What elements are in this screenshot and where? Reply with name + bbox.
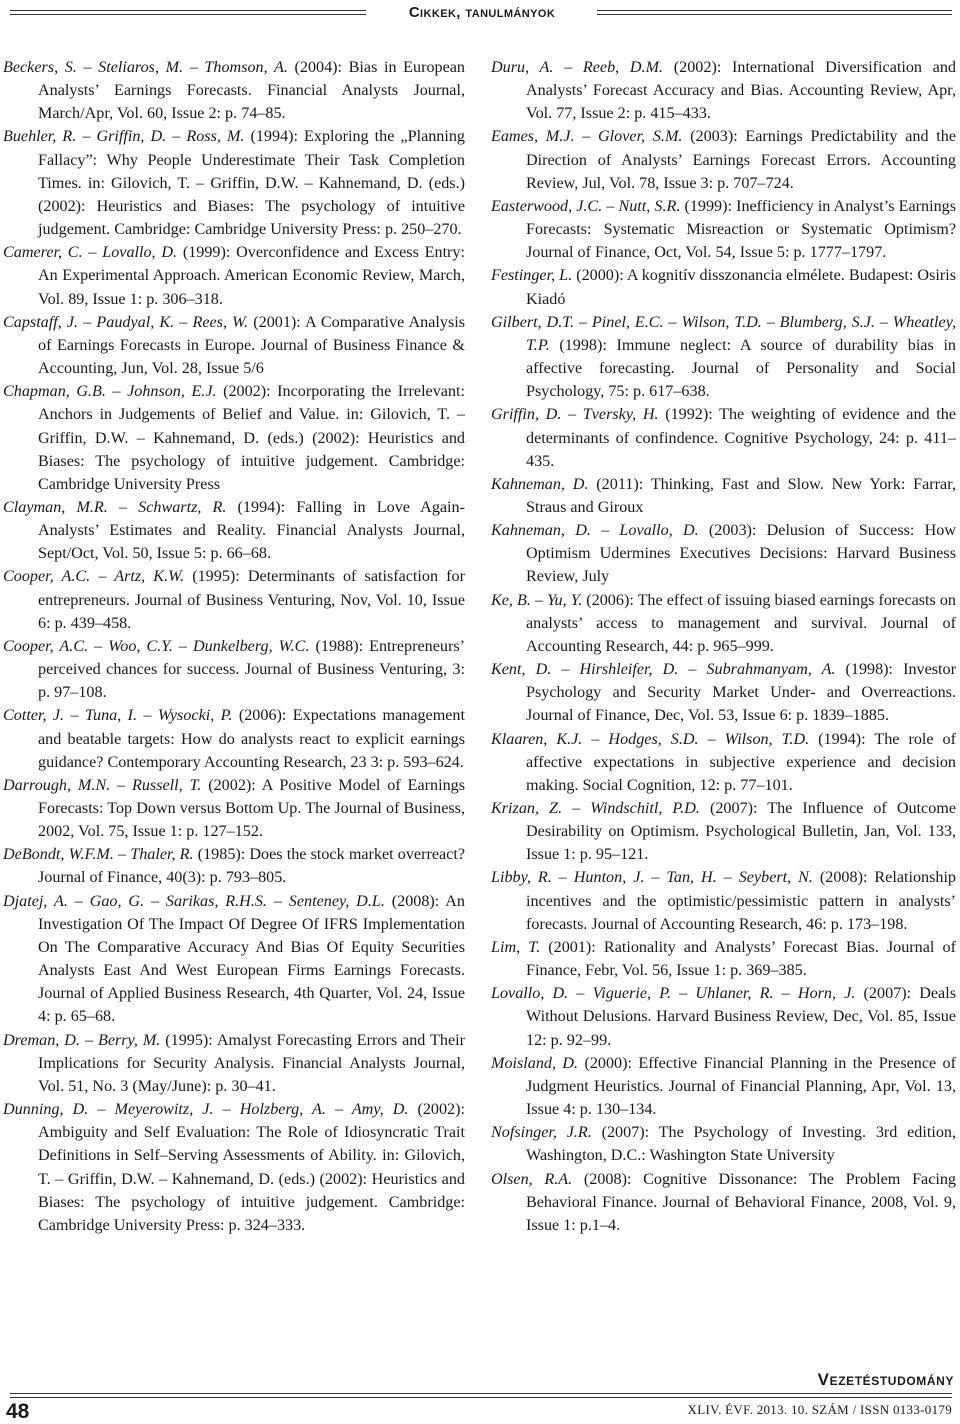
reference-authors: Capstaff, J. – Paudyal, K. – Rees, W.: [3, 313, 249, 331]
reference-details: (2002): International Diversification and Analysts’ Forecast Accuracy and Bias. Accounting Review, Apr, Vol. 77, Issue 2: p. 415–433.: [526, 59, 956, 123]
reference-details: (1985): Does the stock market overreact? Journal of Finance, 40(3): p. 793–805.: [38, 846, 465, 887]
reference-authors: Duru, A. – Reeb, D.M.: [491, 59, 664, 76]
reference-authors: Klaaren, K.J. – Hodges, S.D. – Wilson, T.D.: [491, 730, 810, 748]
reference-details: (1994): The role of affective expectations in subjective experience and decision making. Social Cognition, 12: p. 77–101.: [526, 730, 957, 794]
reference-entry: [491, 403, 956, 472]
reference-details: (2003): Delusion of Success: How Optimism Udermines Executives Decisions: Harvard Business Review, July: [526, 522, 956, 586]
reference-authors: Cooper, A.C. – Woo, C.Y. – Dunkelberg, W.C.: [3, 637, 310, 655]
reference-details: (2008): Relationship incentives and the optimistic/pessimistic pattern in analysts’ forecasts. Journal of Accounting Research, 46: p. 173–198.: [526, 869, 956, 933]
reference-authors: Chapman, G.B. – Johnson, E.J.: [3, 383, 217, 401]
reference-details: (2003): Earnings Predictability and the Direction of Analysts’ Earnings Forecast Errors. Accounting Review, Jul, Vol. 78, Issue 3: p. 707–724.: [526, 128, 956, 192]
reference-details: (2004): Bias in European Analysts’ Earnings Forecasts. Financial Analysts Journal, March/Apr, Vol. 60, Issue 2: p. 74–85.: [38, 59, 466, 123]
reference-authors: Easterwood, J.C. – Nutt, S.R.: [491, 197, 681, 215]
reference-details: (1994): Falling in Love Again- Analysts’ Estimates and Reality. Financial Analysts Journal, Sept/Oct, Vol. 50, Issue 5: p. 66–68.: [38, 498, 465, 563]
reference-details: (2007): The Psychology of Investing. 3rd edition, Washington, D.C.: Washington State University: [526, 1124, 956, 1165]
page-header: [10, 4, 952, 24]
reference-entry: [3, 1098, 465, 1237]
reference-details: (2001): Rationality and Analysts’ Forecast Bias. Journal of Finance, Febr, Vol. 56, Issue 1: p. 369–385.: [526, 938, 956, 980]
reference-authors: Moisland, D.: [491, 1054, 579, 1072]
reference-authors: Festinger, L.: [491, 267, 573, 285]
reference-entry: [3, 635, 465, 704]
reference-entry: [3, 890, 465, 1029]
journal-name: Vezetéstudomány: [817, 1370, 954, 1389]
reference-details: (1995): Determinants of satisfaction for entrepreneurs. Journal of Business Venturing, Nov, Vol. 10, Issue 6: p. 439–458.: [38, 568, 465, 632]
reference-authors: Dreman, D. – Berry, M.: [3, 1031, 161, 1049]
reference-details: (1988): Entrepreneurs’ perceived chances for success. Journal of Business Venturing, 3: p. 97–108.: [38, 637, 466, 702]
reference-details: (2006): The effect of issuing biased earnings forecasts on analysts’ access to management and survival. Journal of Accounting Research, 44: p. 965–999.: [526, 591, 957, 655]
reference-details: (2000): A kognitív disszonancia elmélete. Budapest: Osiris Kiadó: [526, 267, 956, 308]
reference-entry: [3, 1029, 465, 1098]
reference-details: (1999): Overconfidence and Excess Entry: An Experimental Approach. American Economic Review, March, Vol. 89, Issue 1: p. 306–318.: [38, 244, 465, 308]
reference-authors: Camerer, C. – Lovallo, D.: [3, 244, 178, 262]
reference-details: (1999): Inefficiency in Analyst’s Earnings Forecasts: Systematic Misreaction or Systematic Optimism? Journal of Finance, Oct, Vol. 54, Issue 5: p. 1777–1797.: [526, 197, 956, 262]
reference-details: (2011): Thinking, Fast and Slow. New York: Farrar, Straus and Giroux: [526, 475, 956, 516]
reference-entry: [491, 519, 956, 588]
issue-info: XLIV. ÉVF. 2013. 10. SZÁM / ISSN 0133-0179: [687, 1402, 952, 1417]
reference-details: (1992): The weighting of evidence and the determinants of confindence. Cognitive Psychology, 24: p. 411–435.: [526, 406, 956, 470]
reference-authors: Eames, M.J. – Glover, S.M.: [491, 128, 683, 146]
reference-authors: Beckers, S. – Steliaros, M. – Thomson, A.: [3, 59, 288, 76]
reference-entry: [491, 728, 956, 797]
header-rule-right: [597, 10, 952, 15]
reference-authors: Nofsinger, J.R.: [491, 1124, 592, 1142]
reference-details: (2002): Ambiguity and Self Evaluation: The Role of Idiosyncratic Trait Definitions in Self–Serving Assessments of Ability. in: Gilovich, T. – Griffin, D.W. – Kahnemand, D. (eds.) (2002): Heuristics and Biases: The psychology of intuitive judgement. Cambridge: Cambridge University Press: p. 324–333.: [38, 1101, 465, 1234]
reference-entry: [491, 195, 956, 264]
reference-entry: [3, 380, 465, 496]
reference-entry: [491, 982, 956, 1051]
reference-entry: [3, 565, 465, 634]
reference-authors: Cotter, J. – Tuna, I. – Wysocki, P.: [3, 707, 233, 725]
reference-entry: [491, 589, 956, 658]
reference-entry: [491, 311, 956, 404]
reference-authors: Djatej, A. – Gao, G. – Sarikas, R.H.S. – Senteney, D.L.: [3, 892, 385, 910]
reference-details: (1998): Immune neglect: A source of durability bias in affective forecasting. Journal of Personality and Social Psychology, 75: p. 617–638.: [526, 336, 956, 401]
reference-details: (1995): Amalyst Forecasting Errors and Their Implications for Security Analysis. Financial Analysts Journal, Vol. 51, No. 3 (May/June): p. 30–41.: [38, 1031, 465, 1095]
reference-entry: [491, 473, 956, 519]
reference-authors: Gilbert, D.T. – Pinel, E.C. – Wilson, T.D. – Blumberg, S.J. – Wheatley, T.P.: [491, 313, 956, 354]
references-right-column: [491, 56, 956, 1237]
page-number: 48: [6, 1400, 30, 1423]
header-rule-left: [10, 10, 366, 15]
footer-rule: [10, 1393, 952, 1398]
reference-entry: [491, 125, 956, 194]
reference-details: (1998): Investor Psychology and Security Market Under- and Overreactions. Journal of Finance, Dec, Vol. 53, Issue 6: p. 1839–1885.: [526, 661, 956, 725]
reference-authors: Cooper, A.C. – Artz, K.W.: [3, 568, 185, 586]
reference-details: (1994): Exploring the „Planning Fallacy”: Why People Underestimate Their Task Completion Times. in: Gilovich, T. – Griffin, D.W. – Kahnemand, D. (eds.) (2002): Heuristics and Biases: The psychology of intuitive judgement. Cambridge: Cambridge University Press: p. 250–270.: [38, 128, 465, 239]
reference-details: (2007): The Influence of Outcome Desirability on Optimism. Psychological Bulletin, Jan, Vol. 133, Issue 1: p. 95–121.: [526, 800, 956, 864]
reference-authors: Clayman, M.R. – Schwartz, R.: [3, 498, 227, 516]
reference-details: (2001): A Comparative Analysis of Earnings Forecasts in Europe. Journal of Business Finance & Accounting, Jun, Vol. 28, Issue 5/6: [38, 313, 465, 378]
reference-details: (2002): A Positive Model of Earnings Forecasts: Top Down versus Bottom Up. The Journal of Business, 2002, Vol. 75, Issue 1: p. 127–152.: [38, 776, 465, 841]
reference-authors: Olsen, R.A.: [491, 1170, 573, 1188]
reference-entry: [3, 496, 465, 565]
reference-authors: Darrough, M.N. – Russell, T.: [3, 776, 202, 794]
reference-entry: [3, 704, 465, 773]
reference-entry: [491, 1052, 956, 1121]
reference-entry: [491, 866, 956, 935]
reference-authors: Lovallo, D. – Viguerie, P. – Uhlaner, R. – Horn, J.: [491, 985, 856, 1003]
reference-authors: Dunning, D. – Meyerowitz, J. – Holzberg, A. – Amy, D.: [3, 1101, 409, 1119]
reference-entry: [3, 774, 465, 843]
reference-details: (2007): Deals Without Delusions. Harvard Business Review, Dec, Vol. 85, Issue 12: p. 92–99.: [526, 985, 956, 1049]
reference-authors: Kahneman, D. – Lovallo, D.: [491, 522, 699, 540]
reference-entry: [491, 56, 956, 125]
reference-entry: [491, 797, 956, 866]
reference-details: (2002): Incorporating the Irrelevant: Anchors in Judgements of Belief and Value. in: Gilovich, T. – Griffin, D.W. – Kahnemand, D. (eds.) (2002): Heuristics and Biases: The psychology of intuitive judgement. Cambridge: Cambridge University Press: [38, 383, 465, 493]
reference-authors: Lim, T.: [491, 938, 541, 956]
reference-entry: [3, 241, 465, 310]
reference-details: (2008): Cognitive Dissonance: The Problem Facing Behavioral Finance. Journal of Behavioral Finance, 2008, Vol. 9, Issue 1: p.1–4.: [526, 1170, 956, 1234]
reference-entry: [491, 936, 956, 982]
reference-authors: Buehler, R. – Griffin, D. – Ross, M.: [3, 128, 245, 146]
reference-entry: [491, 1168, 956, 1237]
reference-details: (2008): An Investigation Of The Impact Of Degree Of IFRS Implementation On The Comparative Accuracy And Bias Of Equity Securities Analysts East And West European Firms Earnings Forecasts. Journal of Applied Business Research, 4th Quarter, Vol. 24, Issue 4: p. 65–68.: [38, 892, 466, 1026]
section-title: Cikkek, tanulmányok: [408, 4, 556, 21]
reference-authors: Kent, D. – Hirshleifer, D. – Subrahmanyam, A.: [491, 661, 836, 679]
reference-authors: Libby, R. – Hunton, J. – Tan, H. – Seybert, N.: [491, 869, 813, 887]
reference-entry: [491, 264, 956, 310]
reference-authors: Krizan, Z. – Windschitl, P.D.: [491, 800, 700, 817]
reference-details: (2006): Expectations management and beatable targets: How do analysts react to explicit earnings guidance? Contemporary Accounting Research, 23 3: p. 593–624.: [38, 707, 465, 771]
reference-details: (2000): Effective Financial Planning in the Presence of Judgment Heuristics. Journal of Financial Planning, Apr, Vol. 13, Issue 4: p. 130–134.: [526, 1054, 956, 1119]
reference-authors: Griffin, D. – Tversky, H.: [491, 406, 659, 424]
reference-authors: Kahneman, D.: [491, 475, 589, 493]
reference-entry: [491, 1121, 956, 1167]
reference-entry: [491, 658, 956, 727]
reference-entry: [3, 56, 465, 125]
reference-entry: [3, 125, 465, 241]
reference-entry: [3, 843, 465, 889]
references-left-column: [3, 56, 465, 1237]
reference-authors: Ke, B. – Yu, Y.: [491, 591, 583, 609]
reference-authors: DeBondt, W.F.M. – Thaler, R.: [3, 846, 194, 864]
reference-entry: [3, 311, 465, 380]
